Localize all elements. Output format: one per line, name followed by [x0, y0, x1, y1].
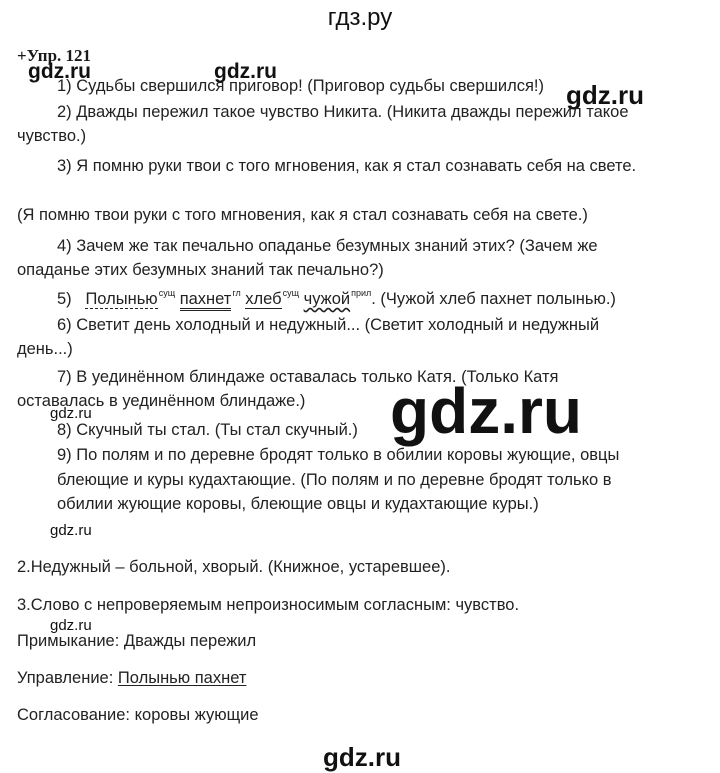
adjoin-row — [17, 632, 256, 651]
sentence-6-cont: день...) — [17, 340, 73, 358]
govern-label: Управление: — [17, 669, 118, 687]
pos-mark: гл — [232, 288, 241, 298]
adjoin-value: Дважды пережил — [123, 632, 257, 650]
sentence-9: 9) По полям и по деревне бродят только в обилии коровы жующие, овцы — [57, 446, 620, 464]
sentence-5 — [57, 288, 616, 309]
watermark: gdz.ru — [28, 60, 91, 83]
pos-mark: сущ — [158, 288, 176, 298]
word-chuzhoy: чужой — [303, 290, 351, 308]
sentence-9-cont: блеющие и куры кудахтающие. (По полям и по деревне бродят только в — [57, 471, 612, 489]
agree-label: Согласование: — [17, 706, 135, 724]
watermark: gdz.ru — [50, 617, 92, 634]
task-3: 3.Слово с непроверяемым непроизносимым согласным: чувство. — [17, 596, 520, 614]
sentence-9-cont-2: обилии жующие коровы, блеющие овцы и кудахтающие куры.) — [57, 495, 539, 513]
word-polynyu: Полынью — [85, 290, 158, 308]
govern-row — [17, 669, 246, 688]
watermark: gdz.ru — [323, 742, 401, 772]
watermark: gdz.ru — [50, 405, 92, 422]
watermark: gdz.ru — [566, 80, 644, 110]
watermark: gdz.ru — [50, 522, 92, 539]
exercise-number: +Упр. 121 — [17, 46, 92, 65]
sentence-3: 3) Я помню руки твои с того мгновения, как я стал сознавать себя на свете. — [57, 157, 637, 175]
agree-row — [17, 706, 259, 725]
pos-mark: сущ — [282, 288, 300, 298]
sentence-4-cont: опаданье этих безумных знаний так печально?) — [17, 261, 384, 279]
watermark: gdz.ru — [390, 375, 582, 447]
sentence-7: 7) В уединённом блиндаже оставалась только Катя. (Только Катя — [57, 368, 559, 386]
govern-value: Полынью пахнет — [117, 669, 247, 687]
word-pakhnet: пахнет — [180, 290, 232, 311]
sentence-2: 2) Дважды пережил такое чувство Никита. (Никита дважды пережил такое — [57, 103, 629, 121]
sentence-1: 1) Судьбы свершился приговор! (Приговор судьбы свершился!) — [57, 77, 544, 95]
sentence-8: 8) Скучный ты стал. (Ты стал скучный.) — [57, 421, 358, 439]
adjoin-label: Примыкание: — [17, 632, 124, 650]
sentence-5-rest: . (Чужой хлеб пахнет полынью.) — [371, 290, 616, 308]
sentence-4: 4) Зачем же так печально опаданье безумных знаний этих? (Зачем же — [57, 237, 598, 255]
sentence-5-number: 5) — [57, 290, 72, 308]
sentence-2-cont: чувство.) — [17, 127, 87, 145]
sentence-6: 6) Светит день холодный и недужный... (Светит холодный и недужный — [57, 316, 600, 334]
watermark: gdz.ru — [214, 60, 277, 83]
sentence-7-cont: оставалась в уединённом блиндаже.) — [17, 392, 306, 410]
pos-mark: прил — [351, 288, 372, 298]
site-title: гдз.ру — [327, 4, 393, 31]
word-khleb: хлеб — [245, 290, 282, 308]
agree-value: коровы жующие — [134, 706, 259, 724]
task-2: 2.Недужный – больной, хворый. (Книжное, устаревшее). — [17, 558, 451, 576]
sentence-3-cont: (Я помню твои руки с того мгновения, как я стал сознавать себя на свете.) — [17, 206, 588, 224]
